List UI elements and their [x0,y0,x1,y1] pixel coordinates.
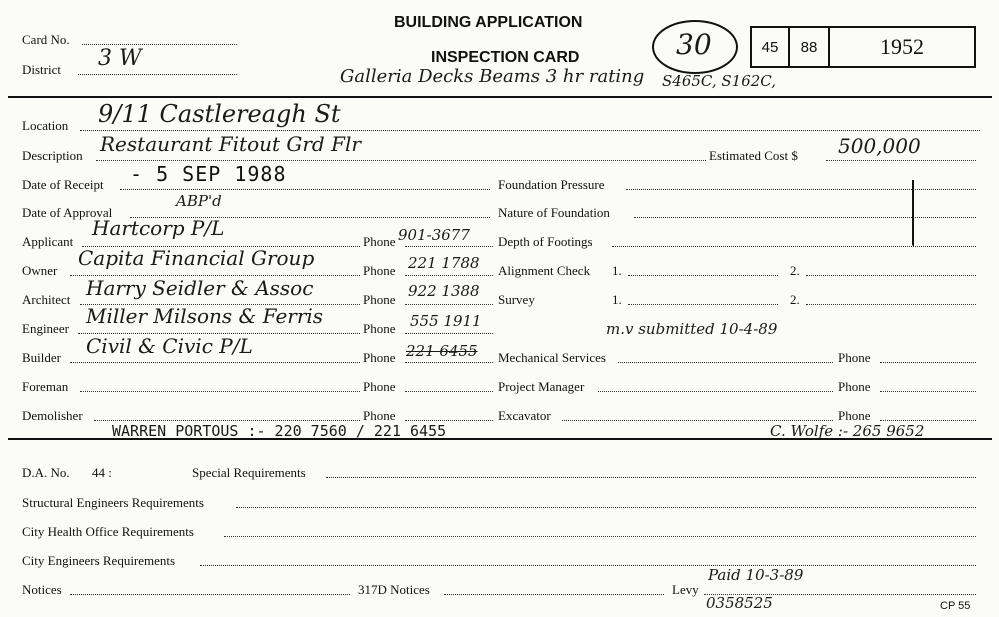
date-approval-value: ABP'd [176,192,222,210]
depth-footings-line [612,246,976,247]
estimated-cost-line [826,160,976,161]
builder-line [70,362,360,363]
engineer-note: m.v submitted 10-4-89 [606,320,778,338]
box-88: 88 [788,26,830,68]
alignment-label: Alignment Check [498,263,591,278]
owner-phone-label: Phone [363,263,396,278]
applicant-label: Applicant [22,234,74,249]
foreman-phone-line [405,391,493,392]
middle-divider [8,438,992,440]
engineer-phone-line [405,333,493,334]
box-1952: 1952 [828,26,976,68]
description-line [96,160,706,161]
engineer-label: Engineer [22,321,69,336]
survey-1: 1. [612,292,622,307]
bracket-mark [912,180,914,246]
applicant-phone-value: 901-3677 [398,226,470,244]
health-req-line [224,536,976,537]
builder-phone-line [405,362,493,363]
handwritten-refs: S465C, S162C, [662,72,777,90]
foreman-label: Foreman [22,379,69,394]
owner-value: Capita Financial Group [78,246,315,270]
da-value: 44 : [92,465,112,480]
architect-label: Architect [22,292,71,307]
alignment-2: 2. [790,263,800,278]
health-req-label: City Health Office Requirements [22,524,194,539]
foreman-line [80,391,360,392]
form-code: CP 55 [940,600,971,612]
project-manager-phone-label: Phone [838,379,871,394]
nature-foundation-label: Nature of Foundation [498,205,610,220]
architect-phone-value: 922 1388 [408,282,480,300]
receipt-number: 0358525 [706,594,773,612]
contact-left: WARREN PORTOUS :- 220 7560 / 221 6455 [112,422,447,440]
structural-req-line [236,507,976,508]
excavator-line [562,420,833,421]
applicant-value: Hartcorp P/L [92,216,225,240]
description-value: Restaurant Fitout Grd Flr [100,132,361,156]
da-label: D.A. No. [22,465,70,480]
applicant-phone-line [405,246,493,247]
builder-phone-label: Phone [363,350,396,365]
structural-req-label: Structural Engineers Requirements [22,495,204,510]
levy-label: Levy [672,582,699,597]
engineer-value: Miller Milsons & Ferris [86,304,324,328]
circled-number: 30 [676,28,712,61]
excavator-label: Excavator [498,408,551,423]
architect-phone-label: Phone [363,292,396,307]
builder-phone-value: 221 6455 [406,342,478,360]
city-eng-req-label: City Engineers Requirements [22,553,176,568]
depth-footings-label: Depth of Footings [498,234,593,249]
date-receipt-value: - 5 SEP 1988 [130,162,287,186]
project-manager-label: Project Manager [498,379,585,394]
nature-foundation-line [634,217,976,218]
levy-value: Paid 10-3-89 [708,566,804,584]
applicant-phone-label: Phone [363,234,396,249]
mechanical-line [618,362,833,363]
notices-317d-label: 317D Notices [358,582,430,597]
builder-value: Civil & Civic P/L [86,334,253,358]
box-45: 45 [750,26,790,68]
city-eng-req-line [200,565,976,566]
notices-line [70,594,350,595]
notices-317d-line [444,594,664,595]
architect-value: Harry Seidler & Assoc [86,276,314,300]
estimated-cost-label: Estimated Cost $ [709,148,798,163]
project-manager-phone-line [880,391,976,392]
foreman-phone-label: Phone [363,379,396,394]
architect-phone-line [405,304,493,305]
foundation-pressure-line [626,189,976,190]
special-req-line [326,477,976,478]
title-line1: BUILDING APPLICATION [394,14,583,31]
notices-label: Notices [22,582,62,597]
description-label: Description [22,148,83,163]
alignment-1: 1. [612,263,622,278]
owner-phone-line [405,275,493,276]
district-line [78,74,237,75]
card-no-line [82,44,237,45]
card-no-label: Card No. [22,32,70,47]
demolisher-phone-label: Phone [363,408,396,423]
engineer-phone-label: Phone [363,321,396,336]
demolisher-phone-line [405,420,493,421]
title-line2: INSPECTION CARD [431,49,580,66]
demolisher-label: Demolisher [22,408,83,423]
location-line [80,130,980,131]
date-receipt-label: Date of Receipt [22,177,104,192]
survey-label: Survey [498,292,535,307]
survey-2-line [806,304,976,305]
estimated-cost-value: 500,000 [838,134,921,158]
handwritten-note: Galleria Decks Beams 3 hr rating [340,66,645,87]
survey-2: 2. [790,292,800,307]
builder-label: Builder [22,350,61,365]
foundation-pressure-label: Foundation Pressure [498,177,605,192]
alignment-2-line [806,275,976,276]
mechanical-phone-line [880,362,976,363]
location-value: 9/11 Castlereagh St [98,100,341,128]
alignment-1-line [628,275,778,276]
excavator-phone-label: Phone [838,408,871,423]
project-manager-line [598,391,833,392]
district-label: District [22,62,61,77]
excavator-phone-line [880,420,976,421]
special-req-label: Special Requirements [192,465,306,480]
survey-1-line [628,304,778,305]
demolisher-line [94,420,360,421]
district-value: 3 W [98,46,142,71]
contact-right: C. Wolfe :- 265 9652 [770,422,925,440]
owner-phone-value: 221 1788 [408,254,480,272]
date-approval-label: Date of Approval [22,205,113,220]
owner-label: Owner [22,263,58,278]
header-divider [8,96,992,98]
engineer-phone-value: 555 1911 [410,312,482,330]
date-receipt-line [120,189,490,190]
location-label: Location [22,118,69,133]
mechanical-label: Mechanical Services [498,350,606,365]
mechanical-phone-label: Phone [838,350,871,365]
